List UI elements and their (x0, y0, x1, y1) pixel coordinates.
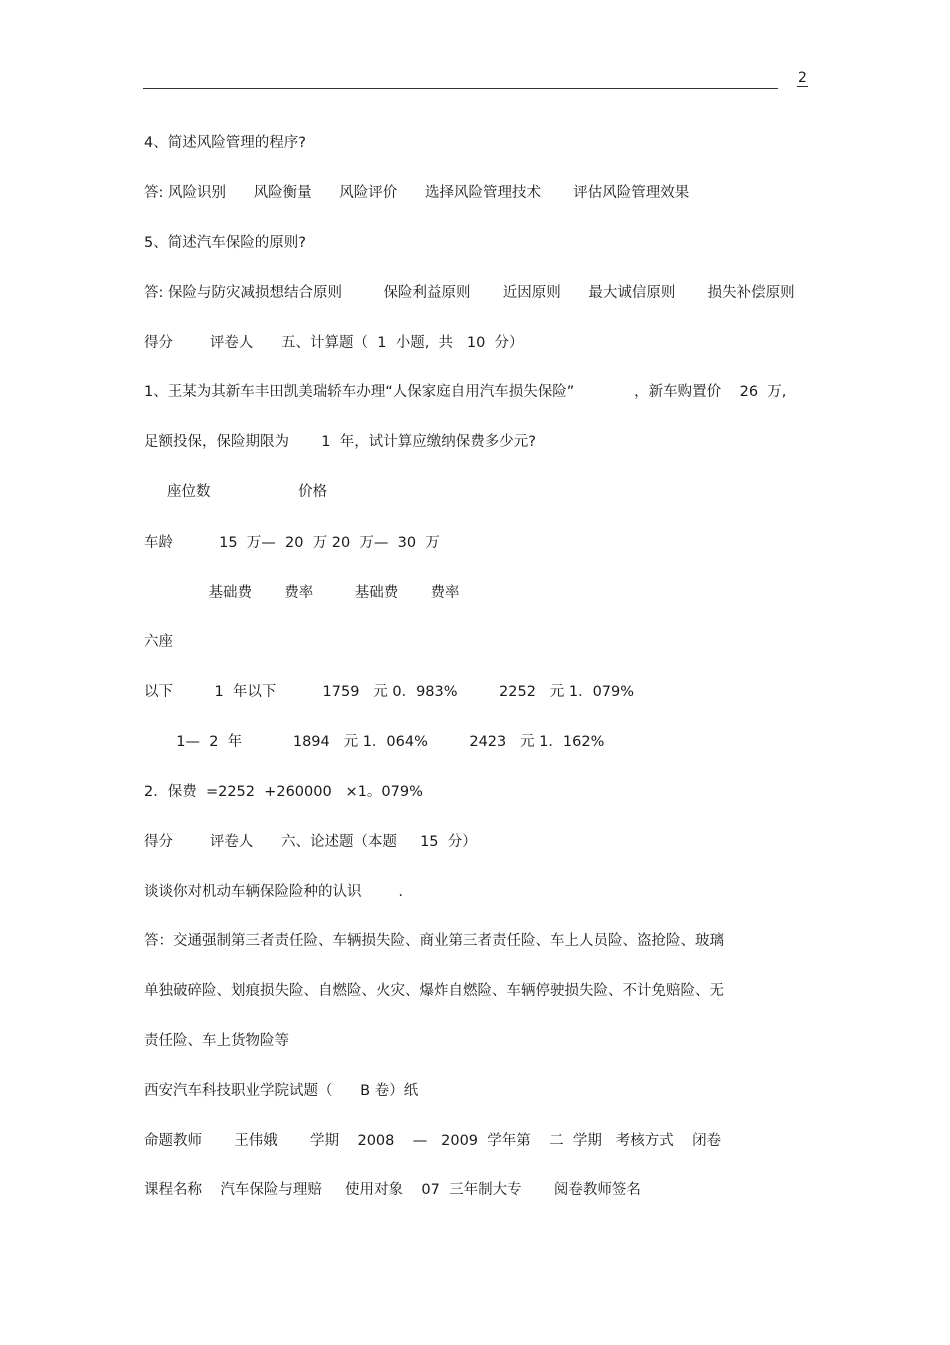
premium-formula: 2．保费 =2252 +260000 ×1。079% (144, 784, 423, 800)
essay-question: 谈谈你对机动车辆保险险种的认识 . (144, 884, 403, 900)
section-5-heading: 得分 评卷人 五、计算题（ 1 小题, 共 10 分） (144, 335, 524, 351)
table-header-seats-price: 座位数 价格 (144, 484, 328, 500)
calc-question-line-2: 足额投保，保险期限为 1 年，试计算应缴纳保费多少元? (144, 434, 536, 450)
answer-4: 答: 风险识别 风险衡量 风险评价 选择风险管理技术 评估风险管理效果 (144, 185, 690, 201)
question-4: 4、简述风险管理的程序? (144, 135, 306, 151)
exam-course-info: 课程名称 汽车保险与理赔 使用对象 07 三年制大专 阅卷教师签名 (144, 1182, 641, 1198)
page-number: 2 (798, 70, 807, 86)
table-row-six-seats: 六座 (144, 634, 173, 650)
essay-answer-line-3: 责任险、车上货物险等 (144, 1033, 289, 1049)
answer-5: 答: 保险与防灾减损想结合原则 保险利益原则 近因原则 最大诚信原则 损失补偿原则 (144, 285, 795, 301)
table-row-under-1-year: 以下 1 年以下 1759 元 0．983% 2252 元 1．079% (144, 684, 635, 700)
essay-answer-line-1: 答：交通强制第三者责任险、车辆损失险、商业第三者责任险、车上人员险、盗抢险、玻璃 (144, 933, 724, 949)
table-row-1-2-years: 1— 2 年 1894 元 1．064% 2423 元 1．162% (144, 734, 605, 750)
essay-answer-line-2: 单独破碎险、划痕损失险、自燃险、火灾、爆炸自燃险、车辆停驶损失险、不计免赔险、无 (144, 983, 724, 999)
section-6-heading: 得分 评卷人 六、论述题（本题 15 分） (144, 834, 477, 850)
exam-teacher-term-info: 命题教师 王伟娥 学期 2008 — 2009 学年第 二 学期 考核方式 闭卷 (144, 1133, 722, 1149)
header-rule (143, 88, 778, 89)
exam-paper-title: 西安汽车科技职业学院试题（ B 卷）纸 (144, 1083, 419, 1099)
table-header-age-range: 车龄 15 万— 20 万 20 万— 30 万 (144, 535, 440, 551)
calc-question-line-1: 1、王某为其新车丰田凯美瑞轿车办理“人保家庭自用汽车损失保险” ，新车购置价 26 万, (144, 384, 787, 400)
table-header-fee-rate: 基础费 费率 基础费 费率 (144, 585, 460, 601)
question-5: 5、简述汽车保险的原则? (144, 235, 306, 251)
